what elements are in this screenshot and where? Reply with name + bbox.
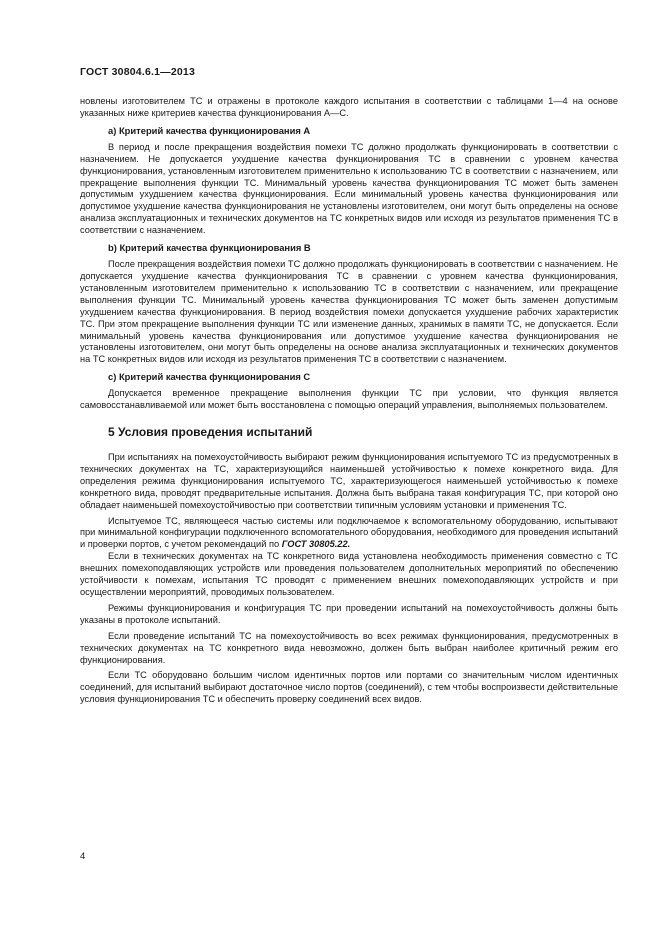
page-number: 4 [80, 851, 86, 862]
section-5-paragraph-6: Если ТС оборудовано большим числом идентичных портов или портами со значительным числом идентичных соединений, для испытаний выбирают достаточное число портов (соединений), с тем чтобы воспроизвести действительные условия функционирования ТС и обеспечить проверку соединений всех видов. [80, 670, 618, 705]
section-5-title: 5 Условия проведения испытаний [108, 425, 313, 440]
section-5-paragraph-4: Режимы функционирования и конфигурация ТС при проведении испытаний на помехоустойчивость должны быть указаны в протоколе испытаний. [80, 602, 618, 625]
criterion-b-heading: b) Критерий качества функционирования В [108, 242, 311, 254]
criterion-b-text: После прекращения воздействия помехи ТС должно продолжать функционировать в соответствии с назначением. Не допускается ухудшение качества функционирования ТС в сравнении с уровнем качества функционирования, установленным изготовителем применительно к использованию ТС в соответствии с назначением, или прекращение выполнения функции ТС. Минимальный уровень качества функционирования ТС может быть заменен допустимым ухудшением качества функционирования. В период воздействия помехи допускается ухудшение рабочих характеристик ТС. При этом прекращение выполнения функции ТС или изменение данных, хранимых в памяти ТС, не допускается. Если минимальный уровень качества функционирования или допустимое ухудшение качества функционирования не установлены изготовителем, они могут быть определены на основе анализа эксплуатационных и технических документов на ТС конкретных видов или исходя из результатов применения ТС в соответствии с назначением. [80, 259, 618, 365]
document-body [80, 96, 618, 706]
section-5-paragraph-5: Если проведение испытаний ТС на помехоустойчивость во всех режимах функционирования, предусмотренных в технических документах на ТС конкретного вида невозможно, должен быть выбран наиболее критичный режим его функционирования. [80, 630, 618, 665]
section-5-paragraph-2 [80, 516, 618, 552]
section-5-paragraph-1: При испытаниях на помехоустойчивость выбирают режим функционирования испытуемого ТС из предусмотренных в технических документах на ТС, характеризующийся наименьшей устойчивостью к помехе конкретного вида. Для определения режима функционирования испытуемого ТС, характеризующегося наименьшей устойчивостью к помехе конкретного вида, проводят предварительные испытания. Должна быть выбрана такая конфигурация ТС, при которой оно обладает наименьшей помехоустойчивостью при соответствии типичным условиям установки и применения ТС. [80, 452, 618, 510]
standard-reference-link: ГОСТ 30805.22. [281, 539, 351, 550]
criterion-c-heading: c) Критерий качества функционирования С [108, 371, 311, 383]
section-5-paragraph-3: Если в технических документах на ТС конкретного вида установлена необходимость применения совместно с ТС внешних помехоподавляющих устройств или проведения пользователем дополнительных мероприятий по обеспечению устойчивости к помехам, испытания ТС проводят с применением внешних помехоподавляющих устройств и при осуществлении мероприятий, проводимых пользователем. [80, 551, 618, 597]
section-5-paragraph-2-text: Испытуемое ТС, являющееся частью системы или подключаемое к вспомогательному оборудованию, испытывают при минимальной конфигурации подключенного вспомогательного оборудования, необходимого для проведения испытаний и проверки портов, с учетом рекомендаций по [80, 515, 618, 550]
intro-paragraph: новлены изготовителем ТС и отражены в протоколе каждого испытания в соответствии с таблицами 1—4 на основе указанных ниже критериев качества функционирования А—С. [80, 96, 618, 118]
criterion-a-text: В период и после прекращения воздействия помехи ТС должно продолжать функционировать в соответствии с назначением. Не допускается ухудшение качества функционирования ТС в сравнении с уровнем качества функционирования, установленным изготовителем применительно к использованию ТС в соответствии с назначением, или прекращение выполнения функции ТС. Минимальный уровень качества функционирования ТС может быть заменен допустимым ухудшением качества функционирования. Если минимальный уровень качества функционирования или допустимое ухудшение качества функционирования не установлены изготовителем, они могут быть определены на основе анализа эксплуатационных и технических документов на ТС конкретных видов или исходя из результатов применения ТС в соответствии с назначением. [80, 141, 618, 236]
criterion-a-heading: a) Критерий качества функционирования А [108, 124, 311, 136]
criterion-c-text: Допускается временное прекращение выполнения функции ТС при условии, что функция является самовосстанавливаемой или может быть восстановлена с помощью операций управления, выполняемых пользователем. [80, 388, 618, 411]
document-header: ГОСТ 30804.6.1—2013 [80, 66, 196, 78]
